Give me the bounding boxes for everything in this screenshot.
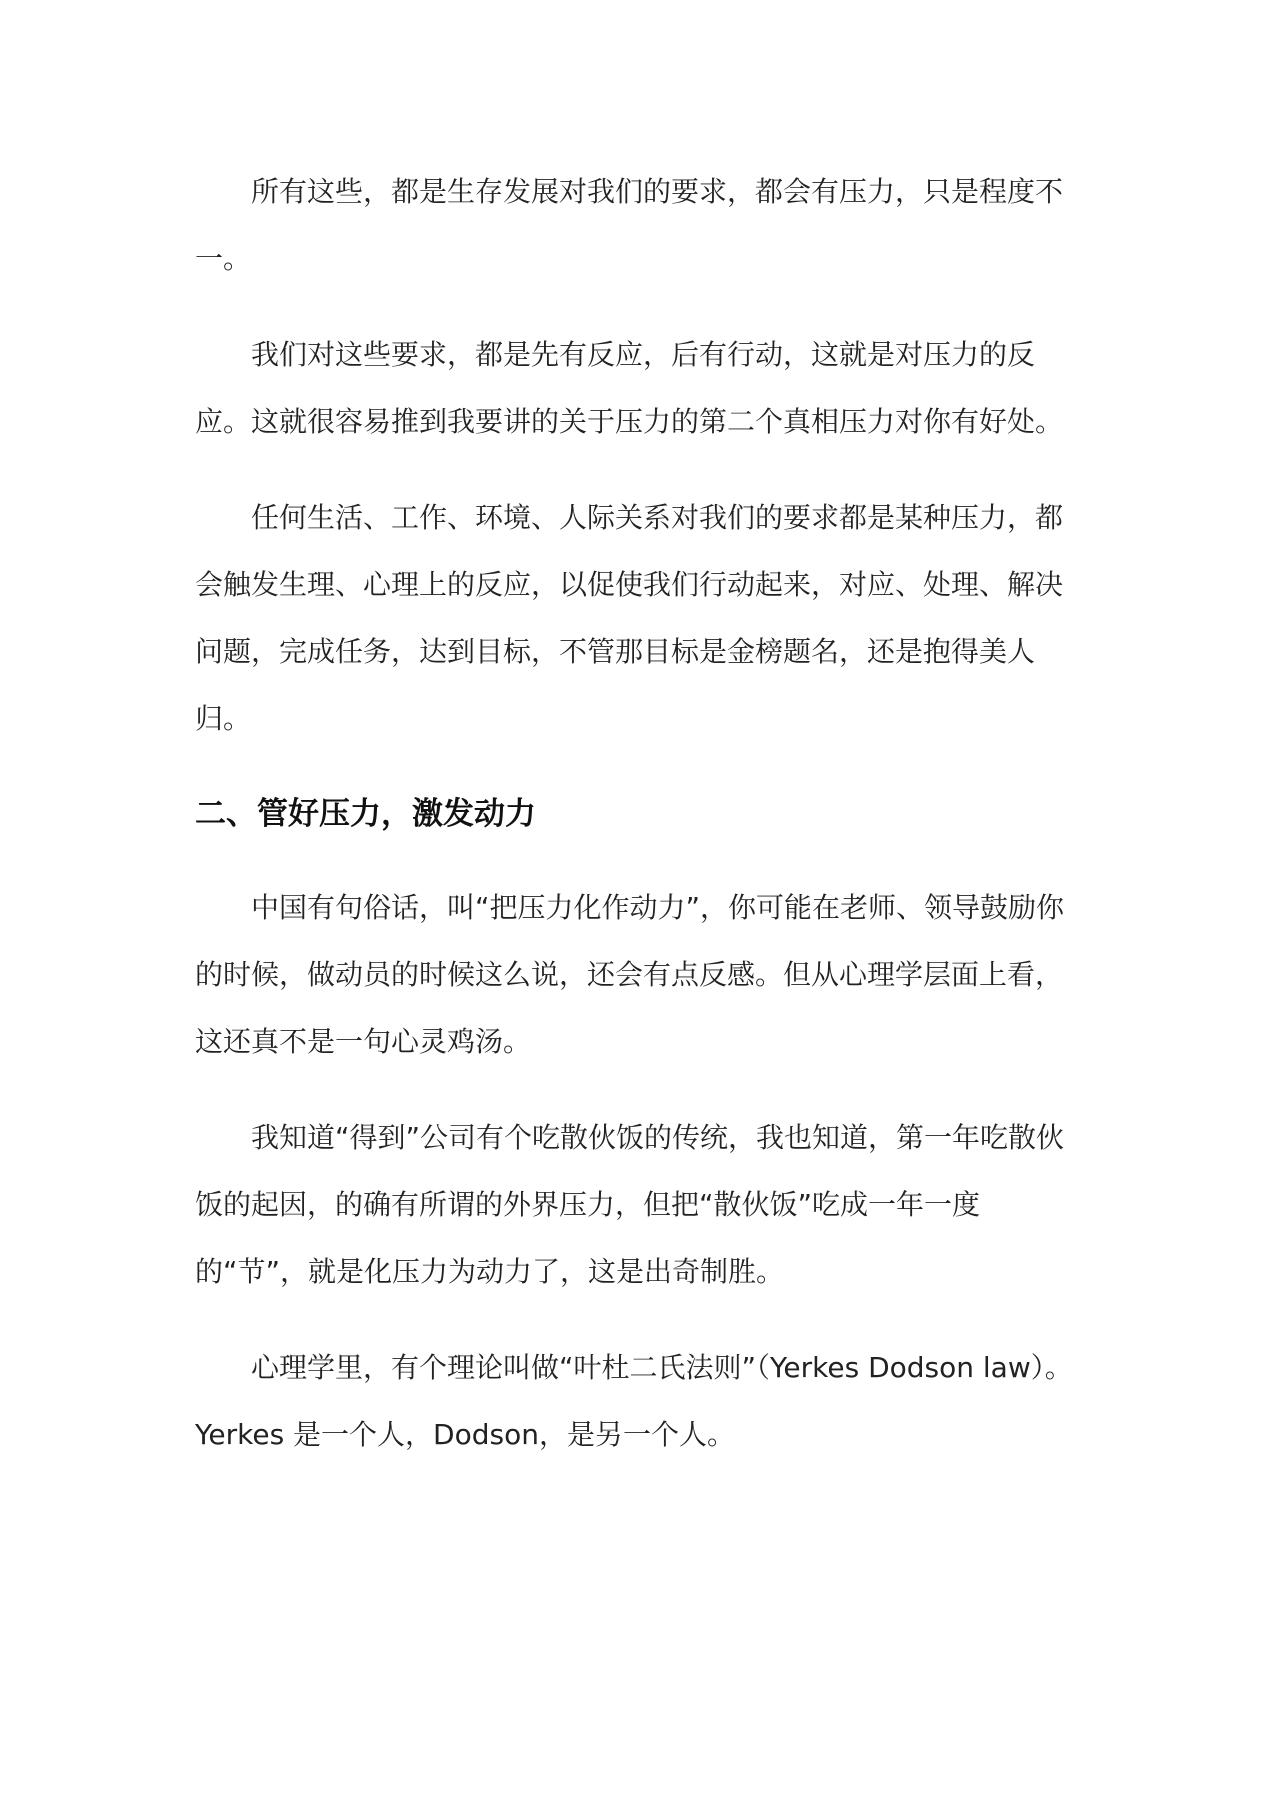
paragraph: 所有这些，都是生存发展对我们的要求，都会有压力，只是程度不一。 — [195, 175, 1064, 275]
paragraph: 任何生活、工作、环境、人际关系对我们的要求都是某种压力，都会触发生理、心理上的反应，以促使我们行动起来，对应、处理、解决问题，完成任务，达到目标，不管那目标是金榜题名，还是抱得美人归。 — [195, 501, 1064, 735]
paragraph: 心理学里，有个理论叫做“叶杜二氏法则”（Yerkes Dodson law）。Yerkes 是一个人，Dodson，是另一个人。 — [195, 1351, 1073, 1451]
paragraph: 我知道“得到”公司有个吃散伙饭的传统，我也知道，第一年吃散伙饭的起因，的确有所谓的外界压力，但把“散伙饭”吃成一年一度的“节”，就是化压力为动力了，这是出奇制胜。 — [195, 1121, 1065, 1288]
paragraph: 中国有句俗话，叫“把压力化作动力”，你可能在老师、领导鼓励你的时候，做动员的时候这么说，还会有点反感。但从心理学层面上看，这还真不是一句心灵鸡汤。 — [195, 891, 1065, 1058]
paragraph: 我们对这些要求，都是先有反应，后有行动，这就是对压力的反应。这就很容易推到我要讲的关于压力的第二个真相压力对你有好处。 — [195, 338, 1064, 438]
document-body — [195, 158, 1075, 1497]
section-heading: 二、管好压力，激发动力 — [195, 796, 536, 832]
